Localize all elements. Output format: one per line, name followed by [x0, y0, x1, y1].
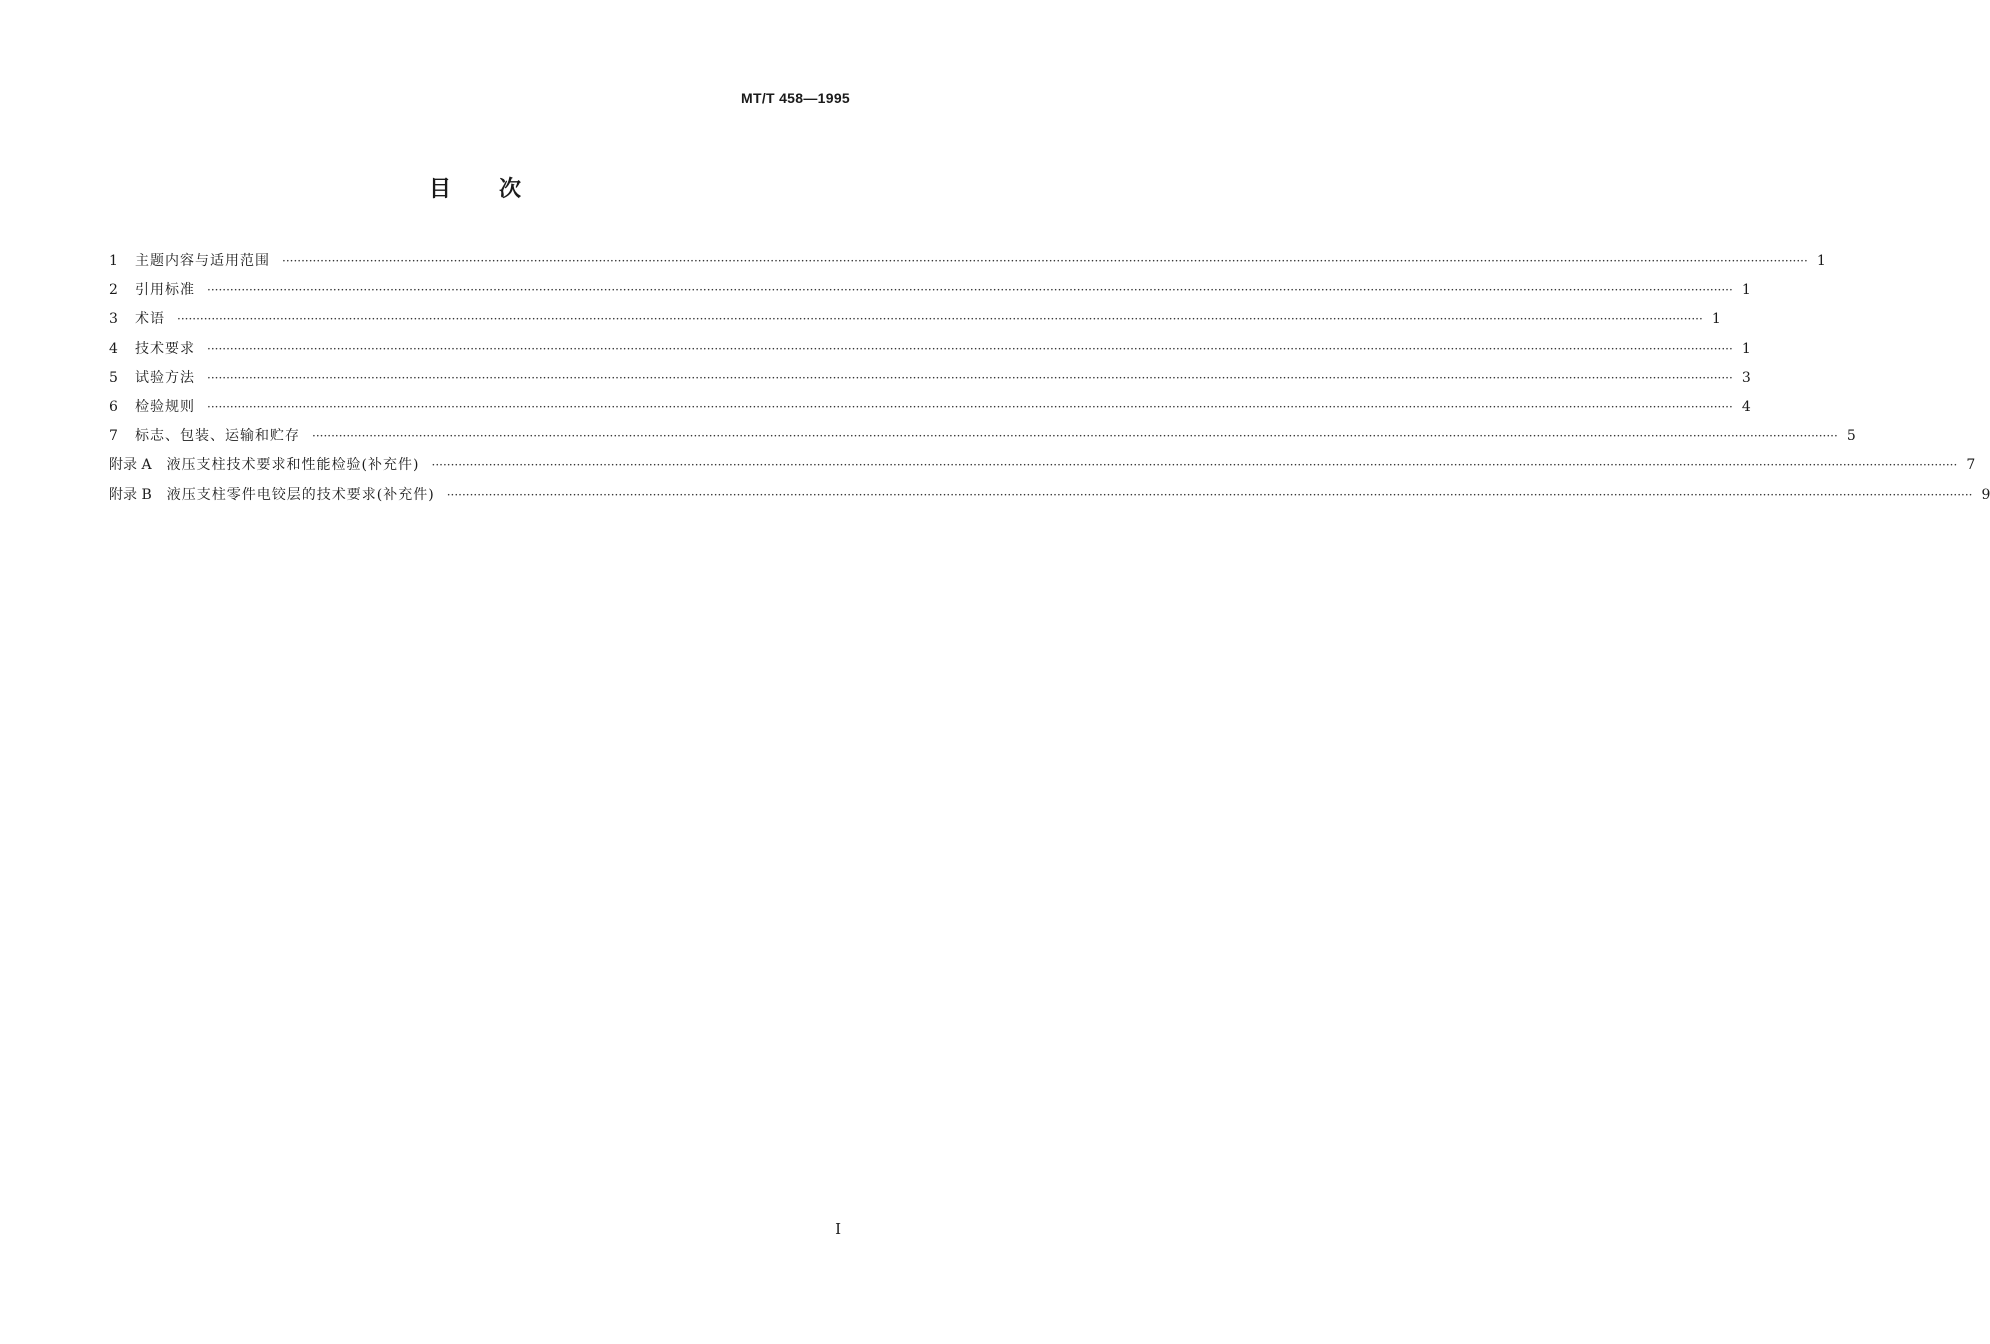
toc-entry-title: 主题内容与适用范围 — [135, 253, 270, 269]
toc-entry-title: 术语 — [135, 311, 165, 328]
toc-entry-page: 5 — [1846, 428, 1856, 445]
toc-appendix-label: 附录 A — [109, 457, 152, 474]
toc-entry-2[interactable] — [109, 279, 1751, 308]
page-number: I — [835, 1220, 841, 1238]
toc-leader-dots: ················································································································································································································································································································································································································ — [431, 458, 1958, 473]
toc-entry-6[interactable] — [109, 396, 1751, 425]
toc-entry-number: 4 — [109, 340, 118, 357]
toc-entry-title: 试验方法 — [135, 369, 195, 386]
toc-entry-title: 液压支柱技术要求和性能检验(补充件) — [166, 457, 420, 474]
toc-entry-title: 技术要求 — [135, 340, 195, 357]
toc-entry-title: 液压支柱零件电铰层的技术要求(补充件) — [166, 486, 435, 503]
toc-entry-number: 1 — [109, 253, 118, 269]
toc-entry-page: 3 — [1741, 369, 1751, 386]
toc-entry-page: 1 — [1741, 282, 1751, 299]
toc-entry-page: 1 — [1816, 253, 1826, 269]
toc-leader-dots: ················································································································································································································································································································································································································ — [207, 370, 1733, 385]
toc-leader-dots: ················································································································································································································································································································································································································ — [207, 341, 1733, 356]
page-title: 目次 — [428, 177, 569, 202]
toc-leader-dots: ················································································································································································································································································································································································································ — [312, 429, 1838, 444]
toc-entry-page: 1 — [1711, 311, 1721, 328]
toc-entry-number: 7 — [109, 428, 118, 445]
toc-entry-number: 3 — [109, 311, 118, 328]
toc-entry-page: 7 — [1966, 457, 1976, 474]
toc-entry-7[interactable] — [109, 425, 1856, 454]
toc-entry-page: 1 — [1741, 340, 1751, 357]
toc-entry-1[interactable] — [109, 250, 1826, 279]
toc-entry-3[interactable] — [109, 308, 1721, 337]
toc-entry-number: 5 — [109, 369, 118, 386]
toc-leader-dots: ················································································································································································································································································································································································································ — [446, 487, 1973, 502]
toc-leader-dots: ················································································································································································································································································································································································································ — [207, 283, 1733, 298]
table-of-contents — [109, 250, 1990, 513]
toc-leader-dots: ················································································································································································································································································································································································································ — [207, 399, 1733, 414]
toc-entry-title: 检验规则 — [135, 398, 195, 415]
toc-entry-5[interactable] — [109, 367, 1751, 396]
toc-entry-title: 引用标准 — [135, 282, 195, 299]
toc-entry-number: 6 — [109, 398, 118, 415]
toc-entry-4[interactable] — [109, 338, 1751, 367]
toc-entry-page: 4 — [1741, 398, 1751, 415]
toc-leader-dots: ················································································································································································································································································································································································································ — [282, 254, 1808, 268]
toc-leader-dots: ················································································································································································································································································································································································································ — [177, 312, 1703, 327]
toc-appendix-b[interactable] — [109, 484, 1990, 513]
toc-entry-page: 9 — [1981, 486, 1990, 503]
standard-code: MT/T 458—1995 — [741, 90, 850, 106]
toc-entry-number: 2 — [109, 282, 118, 299]
toc-appendix-a[interactable] — [109, 454, 1976, 483]
toc-appendix-label: 附录 B — [109, 486, 152, 503]
toc-entry-title: 标志、包装、运输和贮存 — [135, 428, 300, 445]
